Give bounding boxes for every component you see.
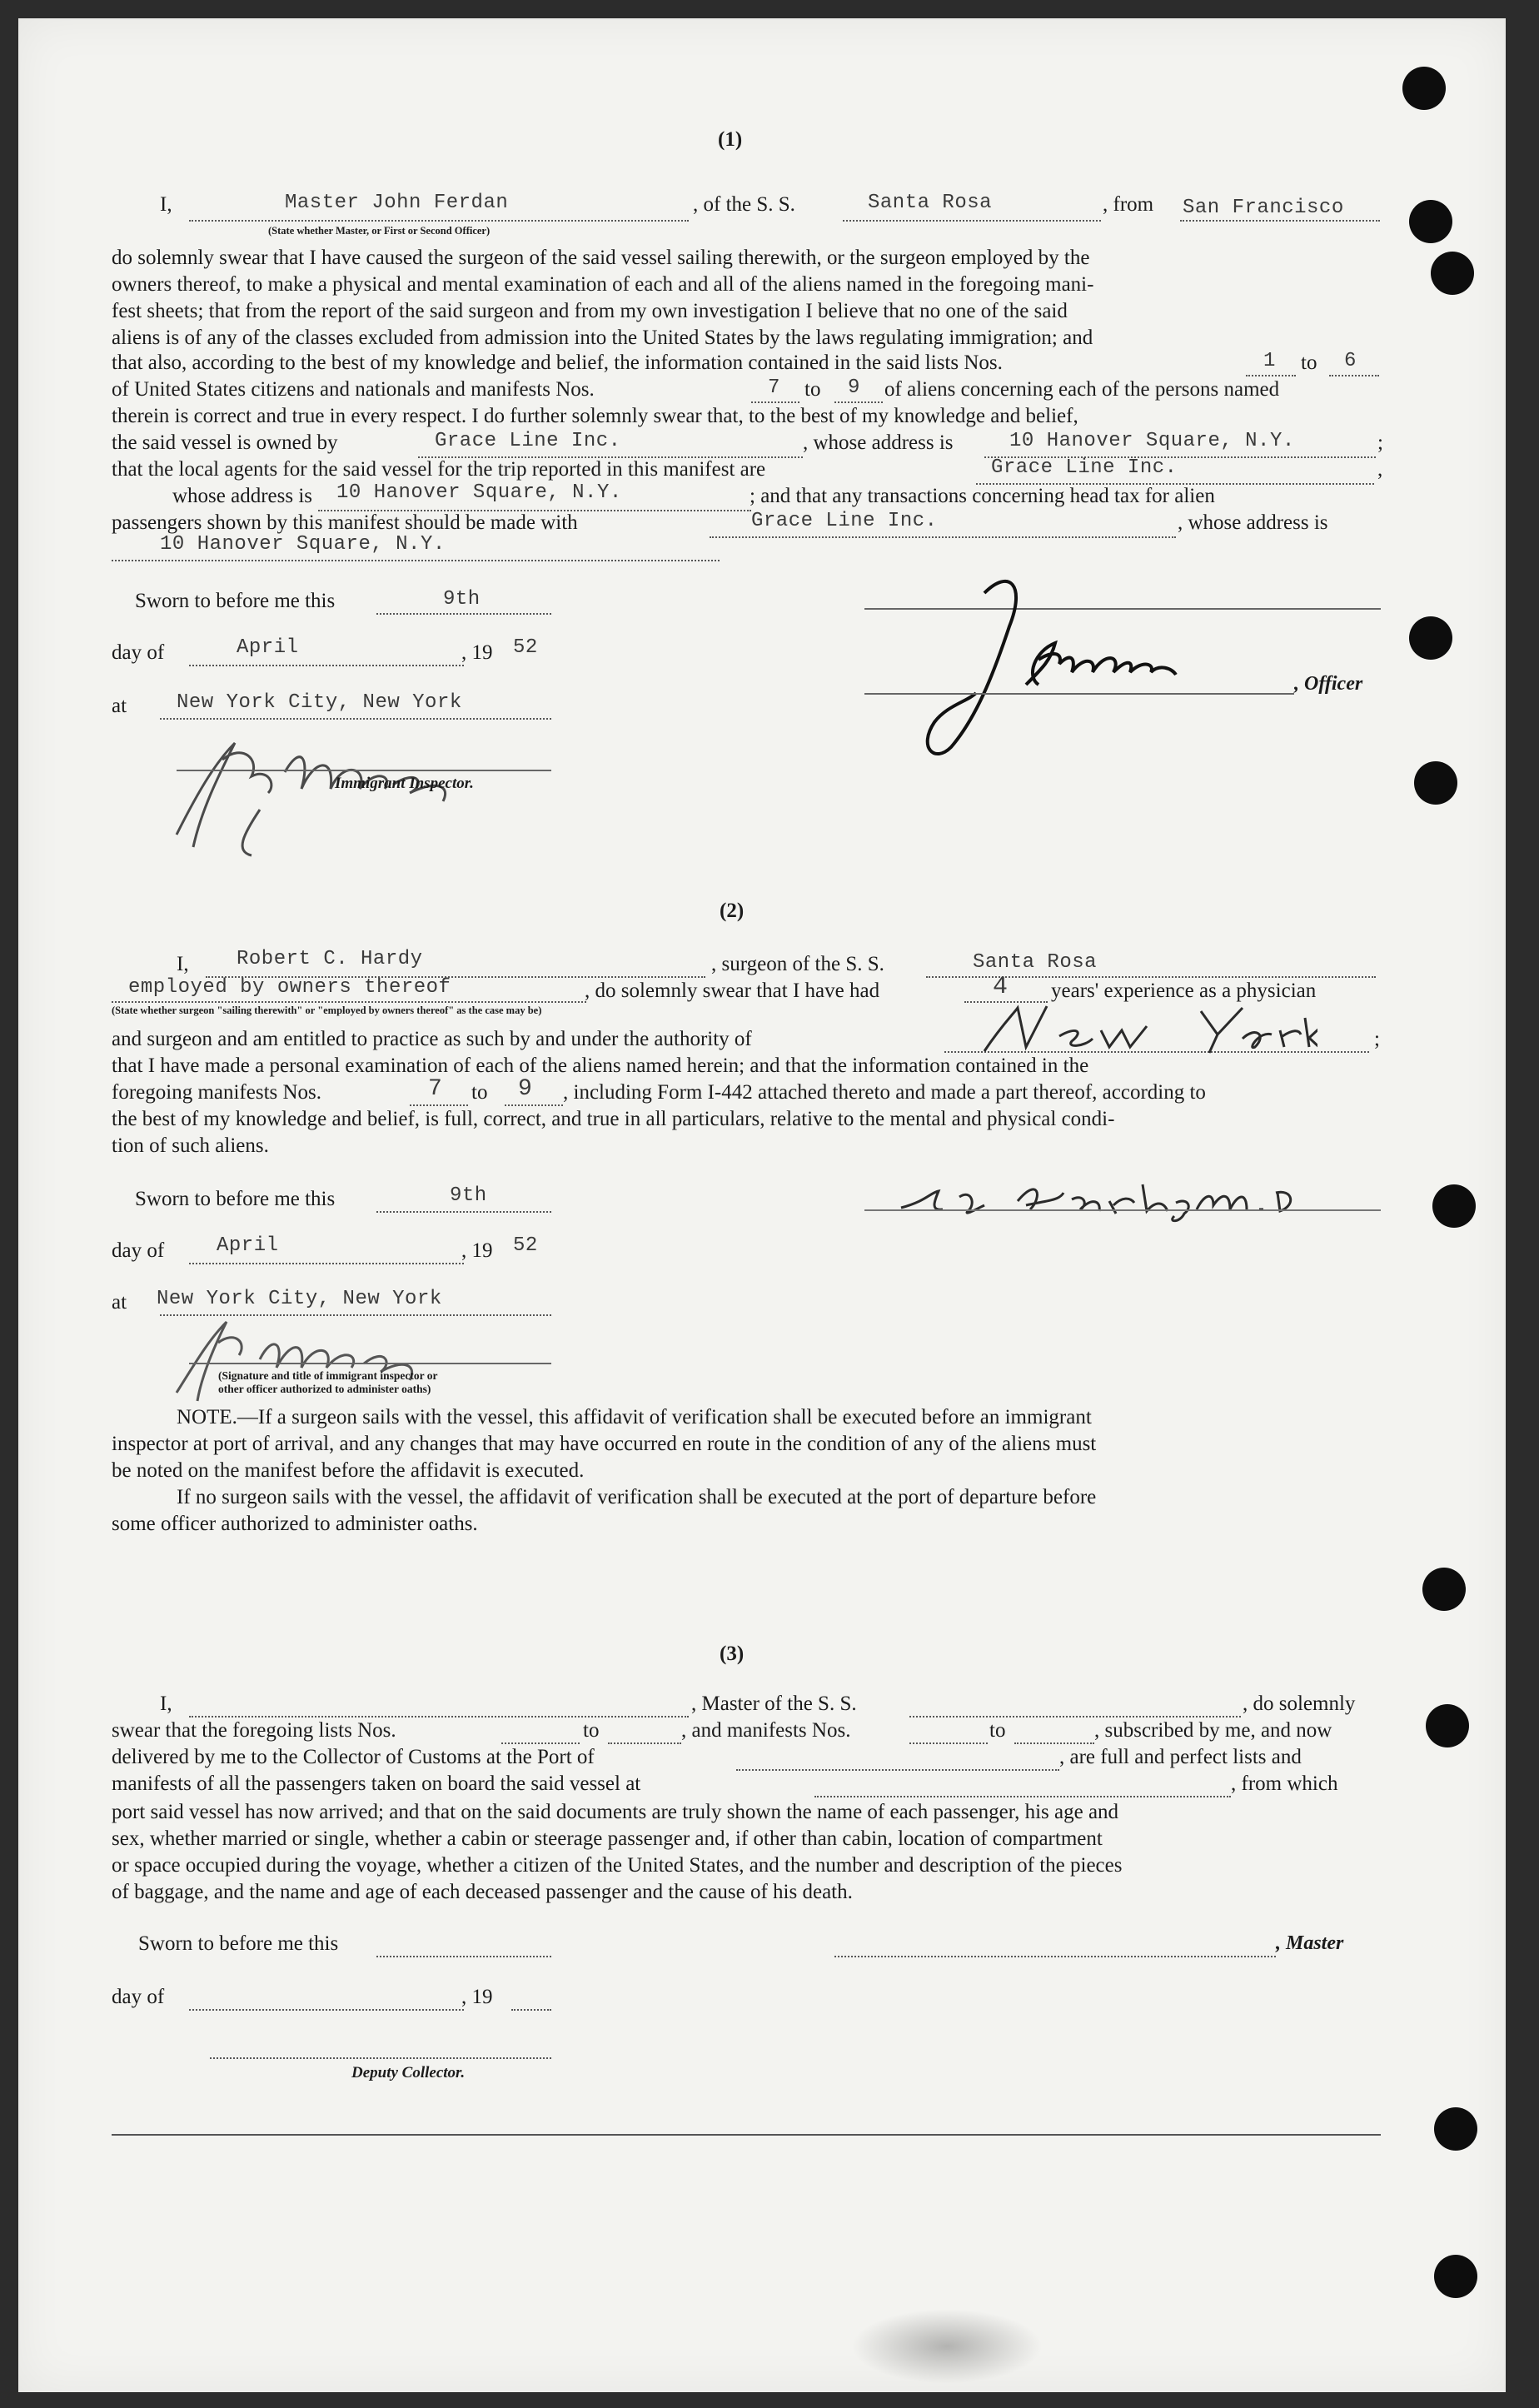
s1-officer-label: , Officer bbox=[1294, 673, 1363, 695]
s2-sig-note-2: other officer authorized to administer oaths) bbox=[218, 1383, 431, 1395]
s3-line2c: , subscribed by me, and now bbox=[1094, 1719, 1332, 1742]
s3-paragraph bbox=[112, 1799, 1386, 1906]
s1-line9a: that the local agents for the said vessel for the trip reported in this manifest are bbox=[112, 458, 766, 481]
s1-line5: that also, according to the best of my knowledge and belief, the information contained in the said lists Nos. bbox=[112, 351, 1003, 374]
s1-month-line bbox=[189, 665, 464, 666]
s3-line4a: manifests of all the passengers taken on board the said vessel at bbox=[112, 1772, 641, 1795]
surgeon-signature bbox=[893, 1168, 1326, 1226]
s1-lists-to-line bbox=[1329, 375, 1379, 376]
s1-line8b: , whose address is bbox=[803, 431, 954, 454]
s3-boarded-line bbox=[814, 1796, 1231, 1797]
s1-line11b: , whose address is bbox=[1178, 511, 1328, 534]
s1-officer-sig-line bbox=[864, 693, 1294, 695]
s2-line4: that I have made a personal examination of each of the aliens named herein; and that the information contained in the bbox=[112, 1054, 1089, 1077]
note-text: —If a surgeon sails with the vessel, this affidavit of verification shall be executed before an immigrant bbox=[237, 1406, 1092, 1428]
s2-manifests-to-line bbox=[505, 1104, 563, 1106]
s3-to: to bbox=[583, 1719, 600, 1742]
s2-inspector-line bbox=[189, 1363, 551, 1364]
s3-to-2: to bbox=[989, 1719, 1006, 1742]
s2-to: to bbox=[471, 1081, 488, 1104]
s1-para-line: owners thereof, to make a physical and mental examination of each and all of the aliens named in the foregoing mani- bbox=[112, 273, 1094, 296]
s1-para-line: fest sheets; that from the report of the said surgeon and from my own investigation I believe that no one of the said bbox=[112, 300, 1068, 322]
s1-place: New York City, New York bbox=[177, 691, 462, 714]
s1-headtax-address: 10 Hanover Square, N.Y. bbox=[160, 533, 446, 556]
s1-para-line: aliens is of any of the classes excluded from admission into the United States by the laws regulating immigration; and bbox=[112, 327, 1093, 349]
s1-paragraph bbox=[112, 245, 1386, 351]
punch-hole bbox=[1432, 1184, 1476, 1228]
punch-hole bbox=[1426, 1704, 1469, 1747]
s2-year-suffix: 52 bbox=[513, 1234, 538, 1257]
punch-hole bbox=[1414, 761, 1457, 805]
punch-hole bbox=[1409, 200, 1452, 243]
s1-port-from: San Francisco bbox=[1183, 197, 1344, 219]
note-label: NOTE. bbox=[177, 1406, 237, 1428]
s2-line7: tion of such aliens. bbox=[112, 1134, 269, 1157]
section-3-number: (3) bbox=[720, 1643, 745, 1665]
s2-employment: employed by owners thereof bbox=[128, 976, 451, 999]
s1-inspector-label: Immigrant Inspector. bbox=[335, 775, 474, 792]
s2-employment-line bbox=[112, 1001, 586, 1003]
s1-manifests-to: 9 bbox=[848, 376, 860, 399]
s1-sworn-day: 9th bbox=[443, 588, 481, 611]
s1-line8a: the said vessel is owned by bbox=[112, 431, 338, 454]
s1-line10a: whose address is bbox=[172, 485, 313, 507]
officer-signature bbox=[884, 568, 1184, 768]
document-page bbox=[18, 18, 1506, 2392]
s2-line3a: and surgeon and am entitled to practice as such by and under the authority of bbox=[112, 1028, 752, 1050]
s3-manifests-to-line bbox=[1014, 1742, 1094, 1744]
s3-sworn-label: Sworn to before me this bbox=[138, 1932, 339, 1955]
s1-from-line bbox=[1180, 220, 1380, 222]
punch-hole bbox=[1434, 2107, 1477, 2151]
s1-lists-from: 1 bbox=[1263, 350, 1276, 372]
s1-agents-address: 10 Hanover Square, N.Y. bbox=[336, 481, 622, 504]
s3-day-of-label: day of bbox=[112, 1986, 165, 2008]
note2-line-1: If no surgeon sails with the vessel, the affidavit of verification shall be executed at the port of departure before bbox=[177, 1486, 1097, 1508]
s3-lists-to-line bbox=[608, 1742, 681, 1744]
s2-line5b: , including Form I-442 attached thereto and made a part thereof, according to bbox=[563, 1081, 1206, 1104]
s1-lists-from-line bbox=[1246, 375, 1296, 376]
s3-para-line: of baggage, and the name and age of each deceased passenger and the cause of his death. bbox=[112, 1881, 853, 1903]
s2-employment-note: (State whether surgeon "sailing therewith" or "employed by owners thereof" as the case may be) bbox=[112, 1005, 542, 1016]
note-line-2: inspector at port of arrival, and any changes that may have occurred en route in the condition of any of the aliens must bbox=[112, 1433, 1097, 1455]
s1-officer-name: Master John Ferdan bbox=[285, 192, 509, 214]
s1-of-ss: , of the S. S. bbox=[693, 193, 795, 216]
s3-collector-line bbox=[210, 2057, 551, 2059]
s1-vessel-line bbox=[843, 220, 1101, 222]
s1-manifests-to-line bbox=[834, 401, 883, 403]
s3-para-line: sex, whether married or single, whether a cabin or steerage passenger and, if other than cabin, location of compartment bbox=[112, 1827, 1103, 1850]
s1-agents: Grace Line Inc. bbox=[991, 456, 1178, 479]
s2-day-of-label: day of bbox=[112, 1239, 165, 1262]
s2-surgeon-of: , surgeon of the S. S. bbox=[711, 953, 884, 975]
s1-year-suffix: 52 bbox=[513, 636, 538, 659]
s1-i-label: I, bbox=[160, 193, 172, 216]
punch-hole bbox=[1409, 616, 1452, 660]
s1-to: to bbox=[1301, 351, 1317, 374]
s1-year-prefix: , 19 bbox=[461, 641, 493, 664]
s2-manifests-to: 9 bbox=[518, 1076, 533, 1102]
s3-lists-from-line bbox=[501, 1742, 580, 1744]
s1-sworn-day-line bbox=[376, 613, 551, 615]
s3-year-line bbox=[511, 2009, 551, 2011]
s3-line2b: , and manifests Nos. bbox=[681, 1719, 851, 1742]
s3-manifests-from-line bbox=[909, 1742, 988, 1744]
s1-comma: , bbox=[1377, 458, 1383, 481]
s1-from-label: , from bbox=[1103, 193, 1154, 216]
s1-headtax-party: Grace Line Inc. bbox=[751, 510, 938, 532]
s1-headtax-address-line bbox=[112, 560, 720, 561]
s1-line7: therein is correct and true in every respect. I do further solemnly swear that, to the best of my knowledge and belief, bbox=[112, 405, 1078, 427]
s3-year-prefix: , 19 bbox=[461, 1986, 493, 2008]
note-line-1 bbox=[177, 1406, 1092, 1429]
s1-sworn-label: Sworn to before me this bbox=[135, 590, 336, 612]
s2-manifests-from: 7 bbox=[428, 1076, 443, 1102]
s2-surgeon-sig-line bbox=[864, 1209, 1381, 1211]
s1-manifests-from-line bbox=[751, 401, 799, 403]
s1-semicolon: ; bbox=[1377, 431, 1383, 454]
s2-at-label: at bbox=[112, 1291, 127, 1314]
s1-owner-address: 10 Hanover Square, N.Y. bbox=[1009, 430, 1295, 452]
s3-month-line bbox=[189, 2009, 464, 2011]
s3-master-sig-line bbox=[834, 1956, 1276, 1957]
s2-surgeon-name: Robert C. Hardy bbox=[237, 948, 423, 970]
s3-master-of: , Master of the S. S. bbox=[691, 1693, 857, 1715]
s2-sworn-day-line bbox=[376, 1211, 551, 1213]
s2-swear-a: , do solemnly swear that I have had bbox=[585, 980, 880, 1002]
s2-sig-note-1: (Signature and title of immigrant inspector or bbox=[218, 1369, 438, 1382]
s3-master-label: , Master bbox=[1276, 1932, 1344, 1954]
s3-master-line bbox=[189, 1716, 689, 1718]
note-line-3: be noted on the manifest before the affidavit is executed. bbox=[112, 1459, 585, 1482]
s2-i-label: I, bbox=[177, 953, 189, 975]
punch-hole bbox=[1422, 1568, 1466, 1611]
s1-line6b: of aliens concerning each of the persons named bbox=[884, 378, 1280, 401]
section-1-number: (1) bbox=[718, 128, 743, 151]
s1-sworn-month: April bbox=[237, 636, 299, 659]
s3-collector-label: Deputy Collector. bbox=[351, 2064, 466, 2081]
s1-headtax-line bbox=[710, 536, 1176, 538]
s3-line3a: delivered by me to the Collector of Customs at the Port of bbox=[112, 1746, 595, 1768]
s2-vessel: Santa Rosa bbox=[973, 951, 1098, 974]
s1-inspector-line bbox=[177, 770, 551, 771]
bottom-rule bbox=[112, 2134, 1381, 2136]
s3-para-line: port said vessel has now arrived; and that on the said documents are truly shown the name of each passenger, his age and bbox=[112, 1801, 1119, 1823]
s3-line2a: swear that the foregoing lists Nos. bbox=[112, 1719, 396, 1742]
s2-manifests-from-line bbox=[410, 1104, 468, 1106]
s1-officer-line bbox=[189, 220, 689, 222]
s1-line6a: of United States citizens and nationals and manifests Nos. bbox=[112, 378, 595, 401]
s3-vessel-line bbox=[909, 1716, 1241, 1718]
s2-swear-b: years' experience as a physician bbox=[1051, 980, 1317, 1002]
s1-at-label: at bbox=[112, 695, 127, 717]
punch-hole bbox=[1434, 2255, 1477, 2298]
s1-manifests-from: 7 bbox=[768, 376, 780, 399]
s1-day-of-label: day of bbox=[112, 641, 165, 664]
punch-hole bbox=[1431, 252, 1474, 295]
s3-sworn-day-line bbox=[376, 1956, 551, 1957]
s3-line3b: , are full and perfect lists and bbox=[1059, 1746, 1302, 1768]
s3-i-label: I, bbox=[160, 1693, 172, 1715]
s1-vessel: Santa Rosa bbox=[868, 192, 993, 214]
s2-month-line bbox=[189, 1263, 464, 1264]
s3-port-line bbox=[736, 1769, 1059, 1771]
s2-line6: the best of my knowledge and belief, is full, correct, and true in all particulars, relative to the mental and physical condi- bbox=[112, 1108, 1115, 1130]
s3-para-line: or space occupied during the voyage, whether a citizen of the United States, and the number and description of the pieces bbox=[112, 1854, 1123, 1877]
s3-line4b: , from which bbox=[1231, 1772, 1338, 1795]
s1-officer-note: (State whether Master, or First or Second Officer) bbox=[268, 225, 491, 237]
authority-handwriting bbox=[968, 1001, 1317, 1059]
s1-lists-to: 6 bbox=[1344, 350, 1357, 372]
s2-sworn-label: Sworn to before me this bbox=[135, 1188, 336, 1210]
s1-line10b: ; and that any transactions concerning head tax for alien bbox=[750, 485, 1215, 507]
s2-semicolon: ; bbox=[1374, 1028, 1380, 1050]
s2-place: New York City, New York bbox=[157, 1288, 442, 1310]
s2-sworn-day: 9th bbox=[450, 1184, 487, 1207]
note2-line-2: some officer authorized to administer oaths. bbox=[112, 1513, 478, 1535]
s2-years: 4 bbox=[993, 973, 1009, 1001]
s1-line11a: passengers shown by this manifest should be made with bbox=[112, 511, 578, 534]
s2-sworn-month: April bbox=[217, 1234, 279, 1257]
scan-artifact bbox=[851, 2309, 1043, 2384]
s3-do-solemnly: , do solemnly bbox=[1243, 1693, 1356, 1715]
s2-year-prefix: , 19 bbox=[461, 1239, 493, 1262]
s1-owner: Grace Line Inc. bbox=[435, 430, 621, 452]
section-2-number: (2) bbox=[720, 900, 745, 922]
s1-para-line: do solemnly swear that I have caused the surgeon of the said vessel sailing therewith, or the surgeon employed by the bbox=[112, 247, 1090, 269]
s2-line5a: foregoing manifests Nos. bbox=[112, 1081, 322, 1104]
s1-to-2: to bbox=[804, 378, 821, 401]
punch-hole bbox=[1402, 67, 1446, 110]
